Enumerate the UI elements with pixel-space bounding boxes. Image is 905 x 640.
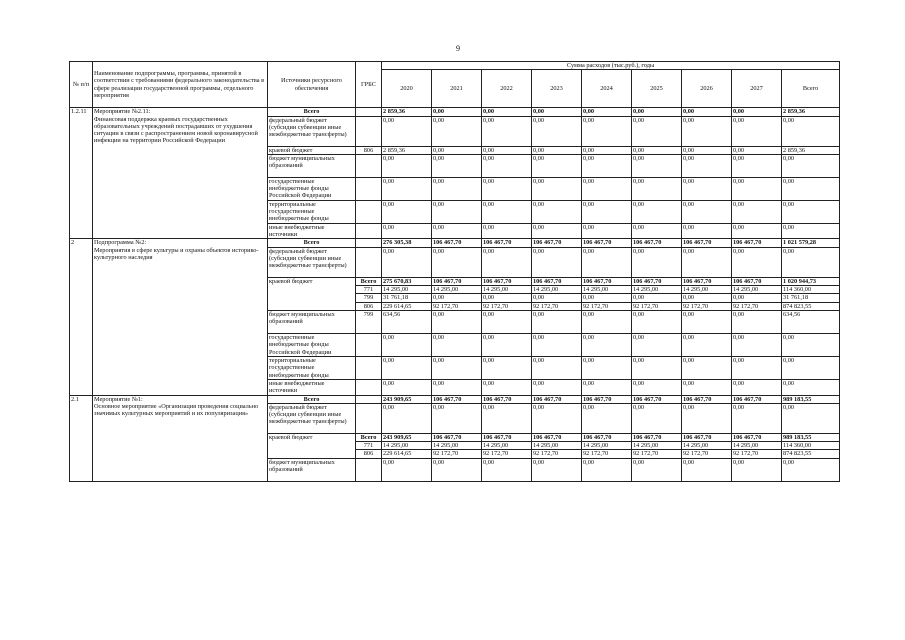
funding-source: иные внебюджетные источники <box>268 223 356 239</box>
amount-year: 2 859,36 <box>382 108 432 116</box>
amount-year: 92 172,70 <box>582 302 632 310</box>
amount-year: 0,00 <box>632 356 682 379</box>
amount-year: 0,00 <box>632 310 682 333</box>
amount-year: 14 295,00 <box>632 442 682 450</box>
amount-year: 0,00 <box>482 247 532 277</box>
grbs-code <box>356 223 382 239</box>
grbs-code: 806 <box>356 146 382 154</box>
grbs-code: 799 <box>356 294 382 302</box>
funding-source: федеральный бюджет (субсидии субвенции иные межбюджетные трансферты) <box>268 403 356 433</box>
amount-year: 0,00 <box>432 223 482 239</box>
amount-year: 2 859,36 <box>382 146 432 154</box>
amount-year: 106 467,70 <box>482 395 532 403</box>
section-name-cell <box>93 108 268 239</box>
amount-year: 106 467,70 <box>632 239 682 247</box>
amount-year: 0,00 <box>682 333 732 356</box>
amount-year: 14 295,00 <box>732 286 782 294</box>
amount-total: 634,56 <box>782 310 840 333</box>
amount-year: 0,00 <box>532 223 582 239</box>
amount-year: 0,00 <box>582 223 632 239</box>
grbs-code <box>356 403 382 433</box>
funding-source: Всего <box>268 239 356 247</box>
amount-year: 0,00 <box>582 403 632 433</box>
header-year: 2024 <box>582 70 632 108</box>
table-header <box>70 62 840 108</box>
amount-year: 0,00 <box>532 108 582 116</box>
amount-year: 14 295,00 <box>432 442 482 450</box>
amount-year: 0,00 <box>582 154 632 177</box>
amount-year: 0,00 <box>682 154 732 177</box>
amount-year: 0,00 <box>382 247 432 277</box>
amount-year: 92 172,70 <box>532 302 582 310</box>
amount-year: 106 467,70 <box>432 239 482 247</box>
amount-total: 0,00 <box>782 223 840 239</box>
amount-year: 106 467,70 <box>582 239 632 247</box>
amount-total: 874 823,55 <box>782 450 840 458</box>
amount-year: 0,00 <box>532 379 582 395</box>
amount-year: 0,00 <box>682 403 732 433</box>
amount-total: 0,00 <box>782 356 840 379</box>
amount-year: 106 467,70 <box>632 395 682 403</box>
amount-year: 275 670,83 <box>382 277 432 285</box>
amount-year: 0,00 <box>432 458 482 481</box>
header-sum-title: Сумма расходов (тыс.руб.), годы <box>382 62 840 70</box>
amount-year: 92 172,70 <box>732 302 782 310</box>
grbs-code: 806 <box>356 450 382 458</box>
section-name-cell <box>93 239 268 395</box>
amount-year: 0,00 <box>382 333 432 356</box>
amount-total: 0,00 <box>782 458 840 481</box>
amount-year: 0,00 <box>382 200 432 223</box>
header-source: Источники ресурсного обеспечения <box>268 62 356 108</box>
amount-year: 0,00 <box>432 154 482 177</box>
amount-year: 0,00 <box>482 458 532 481</box>
amount-year: 0,00 <box>632 458 682 481</box>
funding-source: Всего <box>268 395 356 403</box>
amount-year: 0,00 <box>732 333 782 356</box>
amount-total: 114 360,00 <box>782 286 840 294</box>
amount-year: 0,00 <box>382 154 432 177</box>
amount-year: 106 467,70 <box>682 395 732 403</box>
amount-year: 0,00 <box>732 310 782 333</box>
grbs-code <box>356 356 382 379</box>
grbs-code <box>356 200 382 223</box>
amount-year: 92 172,70 <box>482 302 532 310</box>
amount-year: 14 295,00 <box>632 286 682 294</box>
amount-year: 0,00 <box>532 154 582 177</box>
amount-year: 0,00 <box>632 177 682 200</box>
amount-year: 0,00 <box>382 379 432 395</box>
amount-year: 0,00 <box>732 146 782 154</box>
header-year: 2023 <box>532 70 582 108</box>
section-title: Подпрограмма №2: <box>94 239 147 247</box>
amount-year: 0,00 <box>632 200 682 223</box>
amount-year: 0,00 <box>582 310 632 333</box>
grbs-code: 771 <box>356 442 382 450</box>
amount-year: 14 295,00 <box>382 442 432 450</box>
amount-year: 0,00 <box>432 403 482 433</box>
amount-total: 874 823,55 <box>782 302 840 310</box>
section-number: 2.1 <box>70 395 93 481</box>
amount-year: 0,00 <box>482 108 532 116</box>
section-name-cell <box>93 395 268 481</box>
section-description: Финансовая поддержка краевых государственных образовательных учреждений пострадавших от ухудшения ситуации в связи с распространением новой коронавирусной инфекции на территории Российской Федерации <box>94 115 258 145</box>
header-year: 2025 <box>632 70 682 108</box>
amount-year: 0,00 <box>632 116 682 146</box>
funding-source: федеральный бюджет (субсидии субвенции иные межбюджетные трансферты) <box>268 116 356 146</box>
amount-year: 106 467,70 <box>632 277 682 285</box>
grbs-code <box>356 395 382 403</box>
amount-year: 106 467,70 <box>682 239 732 247</box>
amount-year: 0,00 <box>432 379 482 395</box>
header-year: 2020 <box>382 70 432 108</box>
amount-year: 0,00 <box>632 247 682 277</box>
amount-year: 0,00 <box>382 403 432 433</box>
amount-year: 0,00 <box>732 108 782 116</box>
amount-year: 106 467,70 <box>432 395 482 403</box>
amount-year: 0,00 <box>532 333 582 356</box>
amount-total: 114 360,00 <box>782 442 840 450</box>
amount-year: 0,00 <box>382 356 432 379</box>
amount-total: 0,00 <box>782 154 840 177</box>
amount-year: 0,00 <box>482 200 532 223</box>
amount-year: 634,56 <box>382 310 432 333</box>
amount-year: 92 172,70 <box>632 450 682 458</box>
amount-year: 0,00 <box>582 146 632 154</box>
amount-year: 0,00 <box>482 356 532 379</box>
amount-year: 14 295,00 <box>482 286 532 294</box>
section-title: Мероприятие №1: <box>94 395 143 403</box>
amount-year: 0,00 <box>732 294 782 302</box>
amount-year: 0,00 <box>682 458 732 481</box>
amount-year: 0,00 <box>532 356 582 379</box>
amount-year: 0,00 <box>682 223 732 239</box>
amount-year: 0,00 <box>532 310 582 333</box>
amount-year: 106 467,70 <box>732 239 782 247</box>
amount-year: 106 467,70 <box>682 277 732 285</box>
amount-year: 0,00 <box>732 379 782 395</box>
amount-total: 31 761,18 <box>782 294 840 302</box>
amount-year: 106 467,70 <box>732 433 782 441</box>
amount-year: 106 467,70 <box>532 395 582 403</box>
amount-year: 14 295,00 <box>582 442 632 450</box>
funding-source: федеральный бюджет (субсидии субвенции иные межбюджетные трансферты) <box>268 247 356 277</box>
amount-year: 0,00 <box>732 247 782 277</box>
funding-source: бюджет муниципальных образований <box>268 458 356 481</box>
amount-year: 0,00 <box>582 177 632 200</box>
amount-year: 0,00 <box>682 310 732 333</box>
amount-year: 0,00 <box>432 108 482 116</box>
amount-year: 0,00 <box>582 356 632 379</box>
grbs-code <box>356 108 382 116</box>
amount-year: 14 295,00 <box>532 286 582 294</box>
amount-year: 106 467,70 <box>732 277 782 285</box>
amount-year: 14 295,00 <box>682 286 732 294</box>
amount-year: 0,00 <box>482 333 532 356</box>
grbs-code <box>356 458 382 481</box>
grbs-code <box>356 239 382 247</box>
amount-year: 14 295,00 <box>532 442 582 450</box>
amount-year: 106 467,70 <box>582 433 632 441</box>
amount-year: 243 909,65 <box>382 433 432 441</box>
amount-year: 0,00 <box>732 356 782 379</box>
amount-year: 106 467,70 <box>682 433 732 441</box>
amount-total: 0,00 <box>782 403 840 433</box>
amount-year: 0,00 <box>582 458 632 481</box>
funding-source: бюджет муниципальных образований <box>268 154 356 177</box>
amount-year: 0,00 <box>632 333 682 356</box>
amount-year: 0,00 <box>432 146 482 154</box>
amount-year: 92 172,70 <box>632 302 682 310</box>
amount-year: 0,00 <box>582 116 632 146</box>
amount-year: 0,00 <box>582 200 632 223</box>
amount-year: 0,00 <box>482 294 532 302</box>
section-title: Мероприятие №2.11: <box>94 108 151 116</box>
section-description: Мероприятия в сфере культуры и охраны объектов историко-культурного наследия <box>94 246 259 262</box>
amount-year: 106 467,70 <box>532 433 582 441</box>
amount-year: 0,00 <box>682 356 732 379</box>
amount-year: 0,00 <box>682 294 732 302</box>
header-num: № п/п <box>70 62 93 108</box>
amount-year: 0,00 <box>432 200 482 223</box>
amount-year: 106 467,70 <box>482 433 532 441</box>
header-year: 2026 <box>682 70 732 108</box>
amount-year: 0,00 <box>532 403 582 433</box>
amount-year: 0,00 <box>482 146 532 154</box>
funding-source: краевой бюджет <box>268 433 356 458</box>
amount-year: 0,00 <box>482 310 532 333</box>
amount-year: 0,00 <box>532 294 582 302</box>
amount-year: 0,00 <box>432 116 482 146</box>
amount-total: 2 859,36 <box>782 108 840 116</box>
amount-year: 0,00 <box>382 223 432 239</box>
grbs-code <box>356 247 382 277</box>
amount-year: 0,00 <box>432 333 482 356</box>
amount-total: 0,00 <box>782 333 840 356</box>
section-number: 1.2.11 <box>70 108 93 239</box>
amount-year: 0,00 <box>532 177 582 200</box>
amount-year: 106 467,70 <box>482 239 532 247</box>
amount-year: 14 295,00 <box>682 442 732 450</box>
amount-year: 0,00 <box>382 116 432 146</box>
amount-year: 0,00 <box>432 356 482 379</box>
grbs-code <box>356 177 382 200</box>
header-year: 2027 <box>732 70 782 108</box>
funding-source: государственные внебюджетные фонды Российской Федерации <box>268 333 356 356</box>
header-grbs: ГРБС <box>356 62 382 108</box>
amount-year: 14 295,00 <box>582 286 632 294</box>
amount-year: 106 467,70 <box>532 239 582 247</box>
amount-year: 14 295,00 <box>432 286 482 294</box>
amount-year: 106 467,70 <box>632 433 682 441</box>
amount-year: 106 467,70 <box>532 277 582 285</box>
amount-year: 0,00 <box>732 403 782 433</box>
header-name: Наименование подпрограммы, программы, принятой в соответствии с требованиями федерального законодательства в сфере реализации государственной программы, отдельного мероприятия <box>93 62 268 108</box>
amount-year: 0,00 <box>632 403 682 433</box>
amount-year: 92 172,70 <box>482 450 532 458</box>
amount-total: 0,00 <box>782 116 840 146</box>
amount-year: 0,00 <box>582 333 632 356</box>
amount-year: 0,00 <box>482 379 532 395</box>
amount-year: 106 467,70 <box>582 277 632 285</box>
header-year: 2021 <box>432 70 482 108</box>
amount-year: 0,00 <box>482 116 532 146</box>
amount-year: 0,00 <box>682 108 732 116</box>
amount-year: 0,00 <box>432 310 482 333</box>
amount-year: 0,00 <box>632 379 682 395</box>
amount-year: 0,00 <box>532 247 582 277</box>
amount-total: 0,00 <box>782 200 840 223</box>
amount-year: 0,00 <box>532 146 582 154</box>
section-number: 2 <box>70 239 93 395</box>
amount-year: 0,00 <box>432 177 482 200</box>
amount-year: 0,00 <box>632 294 682 302</box>
amount-year: 0,00 <box>682 200 732 223</box>
table-body <box>70 108 840 481</box>
grbs-code <box>356 379 382 395</box>
amount-year: 0,00 <box>482 177 532 200</box>
amount-year: 92 172,70 <box>532 450 582 458</box>
amount-year: 0,00 <box>632 108 682 116</box>
amount-year: 92 172,70 <box>432 450 482 458</box>
amount-year: 0,00 <box>732 116 782 146</box>
amount-year: 0,00 <box>582 247 632 277</box>
amount-year: 14 295,00 <box>732 442 782 450</box>
amount-year: 0,00 <box>532 200 582 223</box>
funding-source: краевой бюджет <box>268 277 356 310</box>
amount-year: 106 467,70 <box>432 433 482 441</box>
amount-year: 0,00 <box>582 379 632 395</box>
amount-total: 1 021 579,28 <box>782 239 840 247</box>
funding-source: иные внебюджетные источники <box>268 379 356 395</box>
amount-year: 0,00 <box>732 177 782 200</box>
amount-year: 0,00 <box>682 379 732 395</box>
amount-year: 0,00 <box>582 294 632 302</box>
table-row <box>70 395 840 403</box>
amount-year: 0,00 <box>682 177 732 200</box>
amount-year: 14 295,00 <box>482 442 532 450</box>
amount-year: 0,00 <box>382 177 432 200</box>
funding-source: территориальные государственные внебюджетные фонды <box>268 356 356 379</box>
amount-year: 0,00 <box>482 223 532 239</box>
amount-year: 276 305,38 <box>382 239 432 247</box>
grbs-code <box>356 154 382 177</box>
table-row <box>70 239 840 247</box>
amount-year: 229 614,65 <box>382 302 432 310</box>
amount-total: 0,00 <box>782 379 840 395</box>
page-number: 9 <box>456 44 460 53</box>
amount-year: 106 467,70 <box>482 277 532 285</box>
table-row <box>70 108 840 116</box>
grbs-code: Всего <box>356 433 382 441</box>
grbs-code: 771 <box>356 286 382 294</box>
funding-source: государственные внебюджетные фонды Российской Федерации <box>268 177 356 200</box>
amount-year: 106 467,70 <box>732 395 782 403</box>
amount-year: 0,00 <box>482 154 532 177</box>
amount-year: 0,00 <box>682 116 732 146</box>
amount-year: 0,00 <box>532 458 582 481</box>
amount-total: 0,00 <box>782 247 840 277</box>
amount-year: 229 614,65 <box>382 450 432 458</box>
amount-year: 92 172,70 <box>682 302 732 310</box>
amount-year: 0,00 <box>632 223 682 239</box>
amount-year: 0,00 <box>632 146 682 154</box>
amount-year: 0,00 <box>682 247 732 277</box>
grbs-code <box>356 333 382 356</box>
section-description: Основное мероприятие «Организация проведения социально значимых культурных мероприятий и их популяризация» <box>94 402 259 418</box>
amount-total: 989 183,55 <box>782 395 840 403</box>
amount-year: 31 761,18 <box>382 294 432 302</box>
amount-year: 14 295,00 <box>382 286 432 294</box>
amount-year: 106 467,70 <box>432 277 482 285</box>
amount-year: 92 172,70 <box>432 302 482 310</box>
amount-total: 1 020 944,73 <box>782 277 840 285</box>
funding-source: краевой бюджет <box>268 146 356 154</box>
amount-year: 0,00 <box>732 200 782 223</box>
amount-year: 0,00 <box>732 154 782 177</box>
amount-year: 92 172,70 <box>682 450 732 458</box>
amount-year: 0,00 <box>632 154 682 177</box>
amount-year: 0,00 <box>382 458 432 481</box>
amount-year: 106 467,70 <box>582 395 632 403</box>
funding-source: бюджет муниципальных образований <box>268 310 356 333</box>
header-year-total: Всего <box>782 70 840 108</box>
amount-total: 989 183,55 <box>782 433 840 441</box>
grbs-code: 799 <box>356 310 382 333</box>
amount-year: 0,00 <box>432 294 482 302</box>
funding-source: Всего <box>268 108 356 116</box>
amount-year: 0,00 <box>732 458 782 481</box>
budget-table <box>69 61 840 482</box>
grbs-code: Всего <box>356 277 382 285</box>
grbs-code: 806 <box>356 302 382 310</box>
amount-year: 0,00 <box>732 223 782 239</box>
amount-year: 92 172,70 <box>732 450 782 458</box>
amount-total: 2 859,36 <box>782 146 840 154</box>
amount-year: 92 172,70 <box>582 450 632 458</box>
amount-year: 243 909,65 <box>382 395 432 403</box>
funding-source: территориальные государственные внебюджетные фонды <box>268 200 356 223</box>
amount-year: 0,00 <box>532 116 582 146</box>
amount-year: 0,00 <box>582 108 632 116</box>
amount-year: 0,00 <box>432 247 482 277</box>
amount-year: 0,00 <box>482 403 532 433</box>
amount-year: 0,00 <box>682 146 732 154</box>
grbs-code <box>356 116 382 146</box>
amount-total: 0,00 <box>782 177 840 200</box>
header-year: 2022 <box>482 70 532 108</box>
